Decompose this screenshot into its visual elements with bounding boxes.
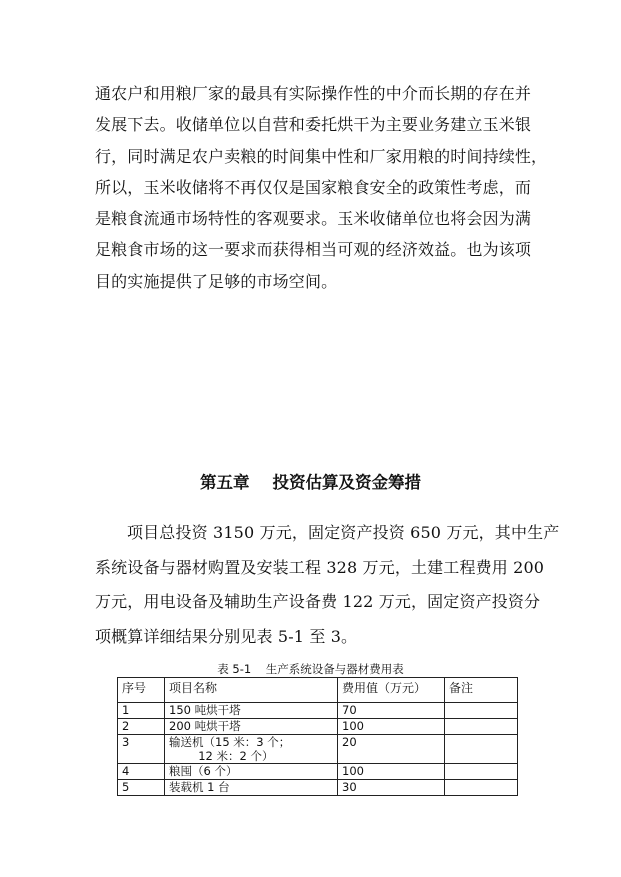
table-row (118, 764, 518, 780)
paragraph-line: 是粮食流通市场特性的客观要求。玉米收储单位也将会因为满 (95, 209, 532, 229)
cell-name-line: 输送机（15 米：3 个； (169, 735, 291, 749)
cell-name-line: 200 吨烘干塔 (169, 719, 241, 733)
cell-cost: 100 (338, 764, 445, 780)
paragraph-line: 足粮食市场的这一要求而获得相当可观的经济效益。也为该项 (95, 240, 532, 260)
market-analysis-paragraph (95, 78, 548, 297)
header-name: 项目名称 (165, 678, 338, 703)
cell-cost: 100 (338, 719, 445, 735)
paragraph-line: 项目总投资 3150 万元，固定资产投资 650 万元，其中生产 (127, 523, 560, 542)
paragraph-line: 所以，玉米收储将不再仅仅是国家粮食安全的政策性考虑，而 (95, 177, 532, 197)
cell-name-line: 装载机 1 台 (169, 780, 230, 794)
cell-name (165, 719, 338, 735)
cell-cost: 30 (338, 780, 445, 796)
equipment-cost-table (117, 677, 518, 796)
cell-name-line: 150 吨烘干塔 (169, 703, 241, 717)
table-header-row (118, 678, 518, 703)
cell-note (445, 780, 518, 796)
paragraph-line: 目的实施提供了足够的市场空间。 (95, 271, 338, 291)
cell-no: 2 (118, 719, 165, 735)
cell-name (165, 764, 338, 780)
cell-note (445, 764, 518, 780)
paragraph-line: 通农户和用粮厂家的最具有实际操作性的中介而长期的存在并 (95, 84, 532, 103)
header-cost: 费用值（万元） (338, 678, 445, 703)
cell-cost: 70 (338, 703, 445, 719)
table-row (118, 703, 518, 719)
header-note: 备注 (445, 678, 518, 703)
table-row (118, 780, 518, 796)
cell-note (445, 719, 518, 735)
paragraph-line: 发展下去。收储单位以自营和委托烘干为主要业务建立玉米银 (95, 115, 532, 135)
table-row (118, 719, 518, 735)
paragraph-line: 万元，用电设备及辅助生产设备费 122 万元，固定资产投资分 (95, 592, 541, 611)
table-row (118, 735, 518, 764)
cell-name-line: 粮囤（6 个） (169, 764, 238, 778)
table-caption: 表 5-1 生产系统设备与器材费用表 (217, 662, 404, 676)
paragraph-line: 行，同时满足农户卖粮的时间集中性和厂家用粮的时间持续性， (95, 146, 548, 166)
paragraph-line: 项概算详细结果分别见表 5-1 至 3。 (95, 626, 358, 646)
cell-name-line: 12 米：2 个） (169, 749, 274, 763)
cell-name (165, 780, 338, 796)
cell-no: 1 (118, 703, 165, 719)
cell-note (445, 703, 518, 719)
cell-no: 5 (118, 780, 165, 796)
cell-cost: 20 (338, 735, 445, 764)
cell-note (445, 735, 518, 764)
paragraph-line: 系统设备与器材购置及安装工程 328 万元，土建工程费用 200 (95, 557, 545, 577)
cell-no: 4 (118, 764, 165, 780)
cell-no: 3 (118, 735, 165, 764)
chapter-title: 第五章 投资估算及资金筹措 (200, 473, 421, 492)
investment-summary-paragraph (95, 516, 560, 654)
cell-name (165, 735, 338, 764)
header-no: 序号 (118, 678, 165, 703)
cell-name (165, 703, 338, 719)
